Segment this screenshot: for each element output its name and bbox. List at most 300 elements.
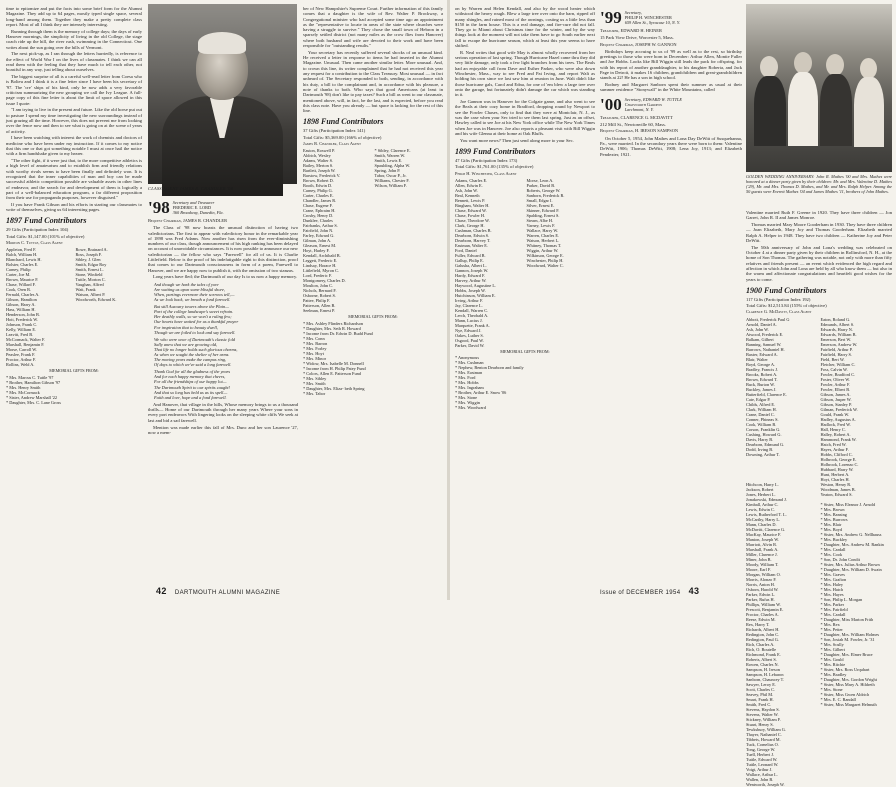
list-item: Rollins, Weld A. (6, 362, 35, 368)
list-item: And that so long has held us as its spell— (154, 389, 228, 395)
list-item: Sampson, H. Ireson (746, 666, 780, 672)
class-officers (173, 200, 224, 215)
list-item: Hadlock, Fred W. (820, 421, 851, 427)
class-officers (625, 97, 682, 112)
list-item: Morris, Alonzo F. (746, 576, 777, 582)
list-item: Hayes, Arthur F. (820, 446, 849, 452)
list-item: Rowen, Charles N. (746, 661, 779, 667)
list-item: Norris, Anton H. (746, 581, 775, 587)
list-item: * Mrs. Haley (820, 581, 844, 587)
list-item: Williams, Chester F. (374, 178, 410, 184)
list-item: Wilkinson, George E. (526, 252, 564, 258)
list-item: Gleason, Ernest M. (303, 243, 337, 249)
list-item: Crane, Daniel C. (746, 411, 775, 417)
list-item: * Mrs. McCormack (6, 389, 40, 395)
list-item: Baxter, Edward A. (746, 351, 778, 357)
list-item: Stuart, Henry S. (746, 721, 774, 727)
list-item: Warren, Charles E. (526, 232, 560, 238)
list-item: Smith, Lewis E. (374, 158, 403, 164)
list-item: * Nephew, Benton Dearborn and family (455, 365, 524, 371)
list-item: * Mrs. Hatch (820, 586, 844, 592)
list-item: Tuttle, Leonard W. (746, 761, 779, 767)
list-item: * Mrs. Ritchie (820, 661, 846, 667)
paragraph: Valentine married Ruth F. Greene in 1920. They have three children — Jon Garret, John R. II and James Monroe. (746, 210, 892, 221)
list-item: Moore, Earl F. (746, 566, 771, 572)
list-item: Rex, Harry T. (746, 621, 770, 627)
list-item: Field, Bert W. (820, 356, 845, 362)
list-item: * Brother, Arthur E. Snow '06 (455, 390, 507, 396)
list-item: Bradley, Francis J. (746, 366, 778, 372)
list-item: Skinner, Edward F. (526, 207, 560, 213)
left-folio (150, 586, 280, 596)
list-item: Lerch, Theobald A. (455, 312, 489, 318)
list-item: Hatch, Fred W. (820, 441, 847, 447)
list-item: Kendall, Warren C. (455, 307, 489, 313)
officer-role: Secretary and Treasurer (172, 200, 215, 205)
fund-total: Total Gifts: $1,147.00 (101% of objective) (6, 233, 85, 239)
paragraph: The 50th anniversary of John and Lona's wedding was celebrated on October 4 at a dinner party given by their children in Rollinsford, N. H., at the home of Son Thomas. The gathering was notable, not only with more than fifty relatives and friends present — an event which evidenced the high regard and affection in which John and Lona are held by all who know them — but also in the warm and affectionate congratulations and heartfelt good wishes for the years to come. (746, 244, 892, 282)
list-item: * Daughter, Mrs. Andrew M. Rankin (820, 541, 884, 547)
list-item: * Widow, Mrs. Isabelle M. Donnell (303, 360, 364, 366)
list-item: Cate, Edgar P. (746, 396, 771, 402)
list-item: Vaughan, Alfred (75, 282, 104, 288)
person-body (820, 74, 852, 146)
paragraph: Running through them is the memory of college days; the days of early Hanover mornings, the simplicity of living in the old College, the stage coach ride up the hill, the river rush, swimming in the Connecticut. One writes about the sun going over the hills of Vermont. (6, 28, 142, 50)
list-item: Our hearts have waited for us a thankful prayer (154, 319, 239, 325)
list-item: * Mrs. Ashley Flinders Richardson (303, 320, 364, 326)
list-item: Marquette, Frank A. (455, 322, 490, 328)
list-item: Tuttle, Edward W. (746, 756, 778, 762)
list-item: Gallup, Philip E. (455, 257, 484, 263)
memorial-list (6, 375, 142, 405)
list-item: Parker, David B. (526, 182, 556, 188)
list-item: Henderson, John B. (6, 312, 40, 318)
list-item: Parker, Edwin L. (746, 591, 776, 597)
person-body (854, 77, 884, 147)
list-item: Wilson, William F. (374, 183, 407, 189)
list-item: Mann, Lucius J. (455, 317, 483, 323)
list-item: * Daughter, Mrs. Eliza- beth Spring (303, 385, 365, 391)
list-item: Morse, Leon A. (526, 177, 554, 183)
list-item: Marriott, Alvin R. (746, 541, 778, 547)
list-item: Peaslee, Frank F. (6, 352, 36, 358)
photo-caption: CLASS AGENT JAMES R. CHANDLER '98 (148, 186, 234, 191)
list-item: * Mrs. Fairfield (820, 606, 848, 612)
list-item: * Mrs. Stone (455, 395, 478, 401)
list-item: Dodd, Irving B. (746, 446, 774, 452)
list-item: And for each happy memory that cheers, (154, 374, 226, 380)
list-item: Hitchcon, Harry L. (746, 481, 779, 487)
list-item: Parker, Rufus H. (746, 596, 775, 602)
list-item: Hobbs, Joseph W. (455, 287, 486, 293)
paragraph: If you have Frank Gibson and his efforts in starting our classmates to write of themselves, giving us 64 interesting pages. (6, 201, 142, 213)
list-item: Part of the college landscape's sweet refrain. (154, 309, 234, 315)
list-item: * Mrs. Brown (820, 506, 845, 512)
right-column-2 (600, 6, 742, 581)
list-item: Beal, Kenneth (455, 192, 480, 198)
paragraph: Long years have fled; the Dartmouth of our day Is to us now a happy memory. (153, 274, 298, 280)
list-item: Voigt, Arthur J. (746, 766, 773, 772)
list-item: * Mrs. Smith (303, 380, 326, 386)
list-item: Abbott, Frederick Paul G (746, 316, 790, 322)
list-item: Hoyt, Harley F. (303, 248, 330, 254)
list-item: Sawyer, Leroy E. (746, 681, 776, 687)
right-column-1 (455, 6, 595, 581)
list-item: Eastman, Walter E. (455, 242, 488, 248)
left-column-1 (6, 6, 142, 581)
list-item: * Daughter, Mrs. William Holmes (820, 631, 880, 637)
list-item: * Sister, Miss Mary A. Hildreth (820, 681, 875, 687)
list-item: Leavitt, Fred B. (6, 332, 34, 338)
list-item: The Dartmouth Spirit to our spirits caught! (154, 384, 231, 390)
list-item: Spring, John P. (374, 168, 401, 174)
list-item: Jonakowski, Edmund J. (746, 496, 787, 502)
fund-total: Total Gifts: $5,369.00 (166% of objective) (303, 134, 382, 140)
list-item: Rich, Charles A. (746, 641, 775, 647)
list-item: Holbrook, George E. (820, 456, 857, 462)
paragraph: Rodney and Margaret Sanborn spent their summer as usual at their summer residence "Stonywall" in the White Mountains, called (600, 82, 742, 93)
contributor-list (455, 178, 595, 348)
list-item: Osborne, Robert S. (303, 293, 336, 299)
list-item: Watson, Herbert L. (526, 237, 560, 243)
fund-chairman: Morton C. Tuttle, Class Agent (6, 240, 63, 246)
list-item: * Daughter, Mrs. C. Lane Gross (6, 399, 61, 405)
list-item: Though we are foiled to look and say farewell. (154, 329, 236, 335)
fund-participants: 47 Gifts (Participation Index 173) (455, 157, 518, 163)
list-item: For inspiration that to beauty dwell, (154, 324, 218, 330)
list-item: Jackson, Robert (746, 486, 774, 492)
list-item: * Mrs. Graves (820, 571, 845, 577)
list-item: * Mrs. Hayes (820, 591, 844, 597)
list-item: * Colors, Allen E. Patterson Fund (303, 370, 361, 376)
list-item: Foster, Oliver W. (820, 376, 850, 382)
list-item: Lewis, Edwin C. (746, 506, 775, 512)
list-item: * Daughter, Mrs. Gordon Wright (820, 676, 877, 682)
page-number: 43 (688, 586, 700, 596)
paragraph: time to epitomize and put the facts into some brief form for the Alumni Magazine. They add up to 64 pages, mostly typed single space, several long-hand among them. Together they make a pretty complete class report. Most of all I think they are intensely interesting. (6, 6, 142, 27)
list-item: Fowler, Bradford C. (820, 371, 856, 377)
list-item: Butterfield, Clarence E. (746, 391, 787, 397)
list-item: Tuck, Cornelius O. (746, 741, 779, 747)
class-header-00 (600, 94, 742, 114)
list-item: Gibson, James A. (820, 391, 851, 397)
list-item: Wallace, Arthur L. (746, 771, 778, 777)
fund-title-1900: 1900 Fund Contributors (746, 285, 827, 295)
list-item: Nye, Edward J. (455, 327, 482, 333)
list-item: Moulton, John C. (303, 283, 334, 289)
bequest-chairman: Bequest Chairman, JAMES R. CHANDLER (148, 218, 228, 223)
list-item: Dearborn, Edmund G. (746, 441, 785, 447)
list-item: Atwood, Frederick E. (746, 331, 784, 337)
list-item: Littlefield, Myron C. (303, 268, 340, 274)
list-item: * Mrs. Tabor (303, 390, 326, 396)
list-item: Farley, Edward G. (303, 233, 335, 239)
page-number: 42 (156, 586, 167, 596)
list-item: Bingham, Walter H. (455, 202, 490, 208)
list-item: Kelly, William E. (6, 327, 37, 333)
list-item: Irving, Arthur F. (455, 297, 484, 303)
list-item: Hobbs, Clifford C. (820, 451, 853, 457)
list-item: Faith and love, hope and a fond farewell. (154, 394, 227, 400)
list-item: Chase, Willard F. (6, 282, 36, 288)
list-item: * Mrs. Blair (820, 521, 842, 527)
list-item: We who were once of Dartmouth's classic fold (154, 336, 235, 342)
list-item: Emerson, Andrew W. (820, 341, 858, 347)
list-item: Redington, Paul G. (746, 636, 779, 642)
officer-name: PHILIP H. WINCHESTER (624, 15, 672, 20)
list-item: * Mrs. Minor (303, 355, 327, 361)
list-item: Winchester, Philip H. (526, 257, 564, 263)
list-item: Banning, Samuel W. (746, 341, 782, 347)
list-item: Proctor, Charles A. (746, 611, 779, 617)
list-item: Prescott, Benjamin E. (746, 606, 784, 612)
list-item: Brown, Maurice F. (6, 277, 39, 283)
list-item: Redington, John C. (746, 631, 780, 637)
list-item: Patterson, Allen B. (303, 303, 336, 309)
fund-chairman: Philip H. Winchester, Class Agent (455, 170, 517, 176)
list-item: Galusha, Albert L. (455, 262, 487, 268)
list-item: Woodward, Walter C. (526, 262, 564, 268)
list-item: Osgood, Paul W. (455, 337, 484, 343)
class-officers (625, 10, 680, 25)
list-item: Osborn, Harold W. (746, 586, 779, 592)
list-item: Dearborn, Edwin S. (455, 232, 490, 238)
list-item: * Income from Dr. Edwin D. Budd Fund (303, 330, 373, 336)
list-item: Stevens, Walter W. (746, 711, 779, 717)
list-item: Tong, George W. (746, 746, 776, 752)
list-item: That life no longer holds such glorious charms, (154, 346, 238, 352)
list-item: And though we hark the tales of yore (154, 281, 219, 287)
list-item: The moving years make the campus ring, (154, 357, 227, 363)
issue-date: Issue of DECEMBER 1954 (600, 590, 681, 596)
list-item: Fuller, Edward B. (455, 252, 486, 258)
paragraph: "The other fight, if it were just that, to the more competitive athletics is a high level of amateurism and to establish firm and friendly relations with worthy rivals seems to have been finally and definitely won. It is recognized that the inner capabilities of man and boy can be made successful athletic competition possible are valuable assets in other lines of endeavor, and the search for and development of them is logically a part of a well-balanced education program, a far different proposition from their use for propaganda purposes, however disguised." (6, 158, 142, 201)
list-item: Silver, Ernest E. (526, 202, 555, 208)
treasurer: Treasurer, EDWARD H. HEINER (600, 28, 662, 33)
list-item: Haywood, Augustine L. (455, 282, 497, 288)
list-item: Woodworth, Edward K. (75, 297, 117, 303)
paragraph: ber of New Hampshire's Supreme Court. Further information of this family comes that a daughter is the wife of Rev. Walter P. Brockway, a Congregational minister who had accepted some time ago an appointment as the "representative to locate in areas of the state where churches were having a struggle to survive." They chose the small town of Hebron in a sparsely settled district (not many miles as the crow flies from Hanover) where both husband and wife are devoted to their work and have been responsible for "outstanding results." (303, 6, 443, 49)
person-head (826, 54, 844, 76)
list-item: Sanborn, Chauncey T. (746, 676, 785, 682)
list-item: * Daughter, Mrs. Elmer Bruce (820, 651, 873, 657)
list-item (527, 343, 596, 348)
list-item: Hoyt, Charles H. (820, 476, 850, 482)
list-item: Hammond, Frank W. (820, 436, 857, 442)
list-item: Crosby, Henry D. (303, 213, 334, 219)
list-item: * Mrs. Sibley (303, 375, 327, 381)
class-number: '99 (600, 8, 622, 27)
list-item: Are waiting us upon some blissful shore, (154, 286, 226, 292)
list-item: Adams, Walter S. (303, 158, 334, 164)
list-item: Hutchinson, William E. (455, 292, 496, 298)
list-item: Corson, Franklin G. (746, 426, 781, 432)
list-item: Stickney, William F. (746, 716, 781, 722)
list-item: Lewis, Rutherford T. L. (746, 511, 787, 517)
fund-participants: 29 Gifts (Participation Index 104) (6, 227, 69, 233)
list-item: * Mrs. Henry Smith (6, 384, 41, 390)
list-item: * Mrs. Woodward (455, 405, 486, 411)
list-item: Holbrook, Lorenzo C. (820, 461, 859, 467)
list-item: Edwards, Harry N. (820, 326, 853, 332)
right-folio (600, 586, 705, 596)
list-item: Proctor, Arthur F. (6, 357, 37, 363)
list-item: Jay, Clarence L. (455, 302, 483, 308)
class-header-98 (148, 200, 298, 216)
list-item: Crane, Ephraim H. (303, 208, 336, 214)
list-item: Rowe, Brainard A. (75, 247, 108, 253)
list-item: Tibbets, Howard M. (746, 736, 781, 742)
list-item: * Mrs. Grafton (820, 576, 847, 582)
officer-address: 360 Broadway, Dunedin, Fla. (172, 210, 224, 215)
list-item: Barrows, Nathaniel H. (746, 346, 785, 352)
anniversary-photo (746, 4, 892, 172)
list-item: Carter, Charles E. (303, 193, 334, 199)
paragraph: on by Warren and Helen Kendall, and also by the wood heater which withstood the heavy rough. Blew a large tree over onto the barn, ripped off many shingles, and ruined most of the awnings, costing us a little less than $150 in the farm house. This is a real damage, and fire-cure did not fall. They go to Miami about Christmas time for the winter, and by the way things look at the moment will not take them have to go South earlier next fall to escape the hurricane season, which at least this year seems to have shifted. (455, 6, 595, 49)
list-item: Seelman, Ernest P. (303, 308, 335, 314)
list-item: Hadley, Augustus A. (820, 416, 856, 422)
list-item: Chase, Eugene F. (303, 203, 333, 209)
treasurer: Treasurer, CLARENCE G. MCDAVITT (600, 114, 673, 120)
bequest-chairman: Bequest Chairman, H. IRESON SAMPSON (600, 128, 679, 134)
list-item: Marshall, Frank A. (746, 546, 779, 552)
list-item: As when we sought the shelter of her arms. (154, 351, 230, 357)
paragraph: And Hanover, that village in the hills, Whose memory brings to us a thousand thrills— Home of our Dartmouth through her many years Where your sons in every port endeavors With lingering looks on the sleeping white cliffs We seek at last and bid a sad farewell. (148, 401, 298, 423)
list-item: Seavey, Phil M. (746, 691, 774, 697)
list-item: Her deathly walls, so we won't a ruling few; (154, 314, 232, 320)
memorial-list (455, 355, 595, 410)
list-item: * Mrs. Bradley (820, 671, 847, 677)
list-item: Chase, Theodore W. (455, 217, 490, 223)
contributor-list (303, 148, 443, 313)
fund-title-1898: 1898 Fund Contributors (303, 117, 384, 127)
person-head (860, 58, 877, 79)
list-item: Stearn, Albe H. (526, 217, 553, 223)
list-item: Chase, Fowler H. (455, 212, 486, 218)
list-item: * Anonymous (455, 355, 479, 361)
list-item: Tewksbury, William G. (746, 726, 786, 732)
list-item: * Mrs. Ingraham (455, 385, 484, 391)
list-item: Parker, David W. (455, 342, 485, 348)
person-head (794, 52, 812, 74)
list-item: Halley, Robert A. (820, 431, 851, 437)
list-item: Cushing, Howard G. (746, 431, 782, 437)
paragraph: The next pick-up, as I ran through the letters hurriedly, is reference to the effect of World War I on the lives of classmates. I think we can all read them with the feeling that they have much to tell each other, not boastful in any way, just telling about ourselves. (6, 51, 142, 73)
list-item: Morgan, William O. (746, 571, 781, 577)
list-item: * Mrs. Rex (820, 621, 840, 627)
list-item: * Mrs. Cardall (820, 546, 846, 552)
list-item: Bartlett, Joseph W. (303, 168, 336, 174)
officer-role: Secretary, EDWARD W. TUTTLE (624, 96, 683, 102)
list-item: * Mrs. E. C. Randall (820, 696, 856, 702)
list-item: Spalding, Ernest S. (526, 212, 560, 218)
paragraph: The biggest surprise of all is a careful well-read letter from Coesa who is Bolieu and I think it is a fine letter since I have been his secretary of '97. The 'cre' ships of his kind, only he now adds a very favorable criticism summarizing the new grouping we call the Ivy League. A full-page copy of this fine letter is about the limit of space allowed in this issue I quote: (6, 74, 142, 106)
list-item: * Mrs. Ford (455, 375, 476, 381)
list-item (76, 362, 143, 367)
list-item: Gibson, Hamilton (6, 297, 37, 303)
list-item: Hoit, Frederick W. (6, 317, 38, 323)
poem-stanza (154, 369, 298, 400)
list-item: Blair, Walter (746, 356, 768, 362)
list-item: Fairfield, Arthur P. (820, 346, 853, 352)
list-item: Carter, Joe M. (6, 272, 31, 278)
fund-chairman: James R. Chandler, Class Agent (303, 141, 362, 147)
left-column-3 (303, 6, 443, 581)
list-item: Hunt, Herbert A. (820, 471, 850, 477)
list-item: Cook, William B. (746, 421, 777, 427)
list-item: Childs, Alfred E. (746, 401, 776, 407)
list-item: * Mrs. Barron (303, 340, 328, 346)
list-item: Ash, John W. (746, 326, 769, 332)
list-item: * Mrs. Petter (820, 626, 843, 632)
list-item: Balkam, Gilbert (746, 336, 774, 342)
list-item: Tuttle, Morton C. (75, 277, 106, 283)
left-page (0, 0, 448, 600)
treasurer-address: 212 Mill St., Newtonville 60, Mass. (600, 122, 666, 128)
list-item: Adams, Charles E. (455, 177, 488, 183)
list-item: * Mrs. Wiggin (455, 400, 480, 406)
anniversary-caption: GOLDEN WEDDING ANNIVERSARY: John R. Mathes '00 and Mrs. Mathes were honored at a dinner party given by their children: Mr. and Mrs. Valentine D. Mathes ('29), Mr. and Mrs. Thomas D. Mathes, and Mr. and Mrs. Ralph Helper. Among the 50 guests were Everett Mathes '04 and James Mathes '11, brothers of John Mathes. (746, 174, 892, 194)
list-item: Boyd, George A. (746, 361, 776, 367)
list-item: * Sibley, Clarence E. (374, 148, 411, 154)
list-item: For all the friendships of our happy lot— (154, 379, 227, 385)
class-number: '98 (148, 198, 170, 217)
memorial-list (303, 321, 443, 396)
list-item: Marshall, Benjamin F. (6, 342, 45, 348)
list-item: Ash, John W. (455, 187, 478, 193)
list-item: Clark, George H. (455, 222, 485, 228)
paragraph: On October 5, 1954, John Mathes and Lona Day DeWitt of Susquehanna, Pa., were married. In the secondary years there were born to them: Valentine DeWitt, 1906; Thomas DeWitt, 1908; Lena Joy, 1913; and Elizabeth Pendexter, 1921. (600, 135, 742, 157)
list-item: Davis, Harry B. (746, 436, 774, 442)
list-item: Bailey, Merton S. (303, 163, 334, 169)
paragraph: Your secretary has recently suffered several shocks of an unusual kind. He received a letter in response to items he had inserted in the Alumni Magazine. Unusual. Then came another similar letter. More unusual. And, to crown this line, its writer complained that he had not received this year any request for a contribution to the Class Treasury. Most unusual — in fact unheard of. The Secretary responded to both, sending, in accordance with his duty, a bill to the complainant and, in accordance with his pleasure, a note of thanks to both. Who says that good Americans (at least in Dartmouth '98) don't like to pay taxes? Such a bill as went to our classmate, mentioned above, will, in fact, be the last, and is expected, before you read this class note. Have you already — but space is lacking for the rest of this line. (303, 49, 443, 114)
list-item: Yeaton, Edward S. (820, 491, 853, 497)
list-item: Richards, Albert H. (746, 626, 780, 632)
list-item: As we look back, we breath a fond farewell. (154, 297, 231, 303)
list-item: Bennett, Lewis P. (455, 197, 486, 203)
list-item: Jones, Herbert L. (746, 491, 776, 497)
list-item: Arnold, Daniel A. (746, 321, 777, 327)
list-item: Mann, Charles D. (746, 521, 777, 527)
list-item: Wentworth, Joseph W. (746, 781, 785, 787)
officer-address: 659 Allen St., Syracuse 10, N. Y. (624, 20, 680, 25)
left-column-2 (148, 196, 298, 581)
list-item: But still Auxoary towers above the Plain— (154, 304, 230, 310)
list-item: Sally anew that we are growing old, (154, 341, 218, 347)
officer-name: Chatsworth Gardens (624, 101, 663, 107)
list-item: Carney, Philip G. (303, 188, 333, 194)
list-item: Wiggin, Arthur W. (526, 247, 559, 253)
right-column-3 (746, 210, 892, 787)
list-item: When, partings evermore their sorrows tell,— (154, 291, 235, 297)
list-item: Johnson, Frank C. (6, 322, 38, 328)
list-item: * Mrs. Scully (820, 641, 844, 647)
memorial-heading: MEMORIAL GIFTS FROM: (500, 348, 550, 354)
list-item: Richmond, Frank E. (746, 651, 781, 657)
list-item: Gibson, Harry A. (6, 302, 36, 308)
list-item: * Mrs. Buckley (820, 536, 848, 542)
list-item: Lord, Frederic F. (303, 273, 333, 279)
list-item: * Son, Josiah M. Fowler, Jr. '31 (820, 636, 875, 642)
list-item: Buck, Burton W. (746, 381, 775, 387)
contributor-list-continued (746, 482, 892, 787)
list-item: Lindsay, Horace H. (303, 263, 337, 269)
list-item: Brooks, Robert A. (746, 371, 778, 377)
poem-stanza (154, 282, 298, 302)
paragraph: Mention was made earlier this fall of Mrs. Dunc and her son Laurence '27, now a mem- (148, 424, 298, 435)
list-item: Conner, Phineas S. (746, 416, 779, 422)
list-item: * Mrs. Stone (820, 686, 843, 692)
